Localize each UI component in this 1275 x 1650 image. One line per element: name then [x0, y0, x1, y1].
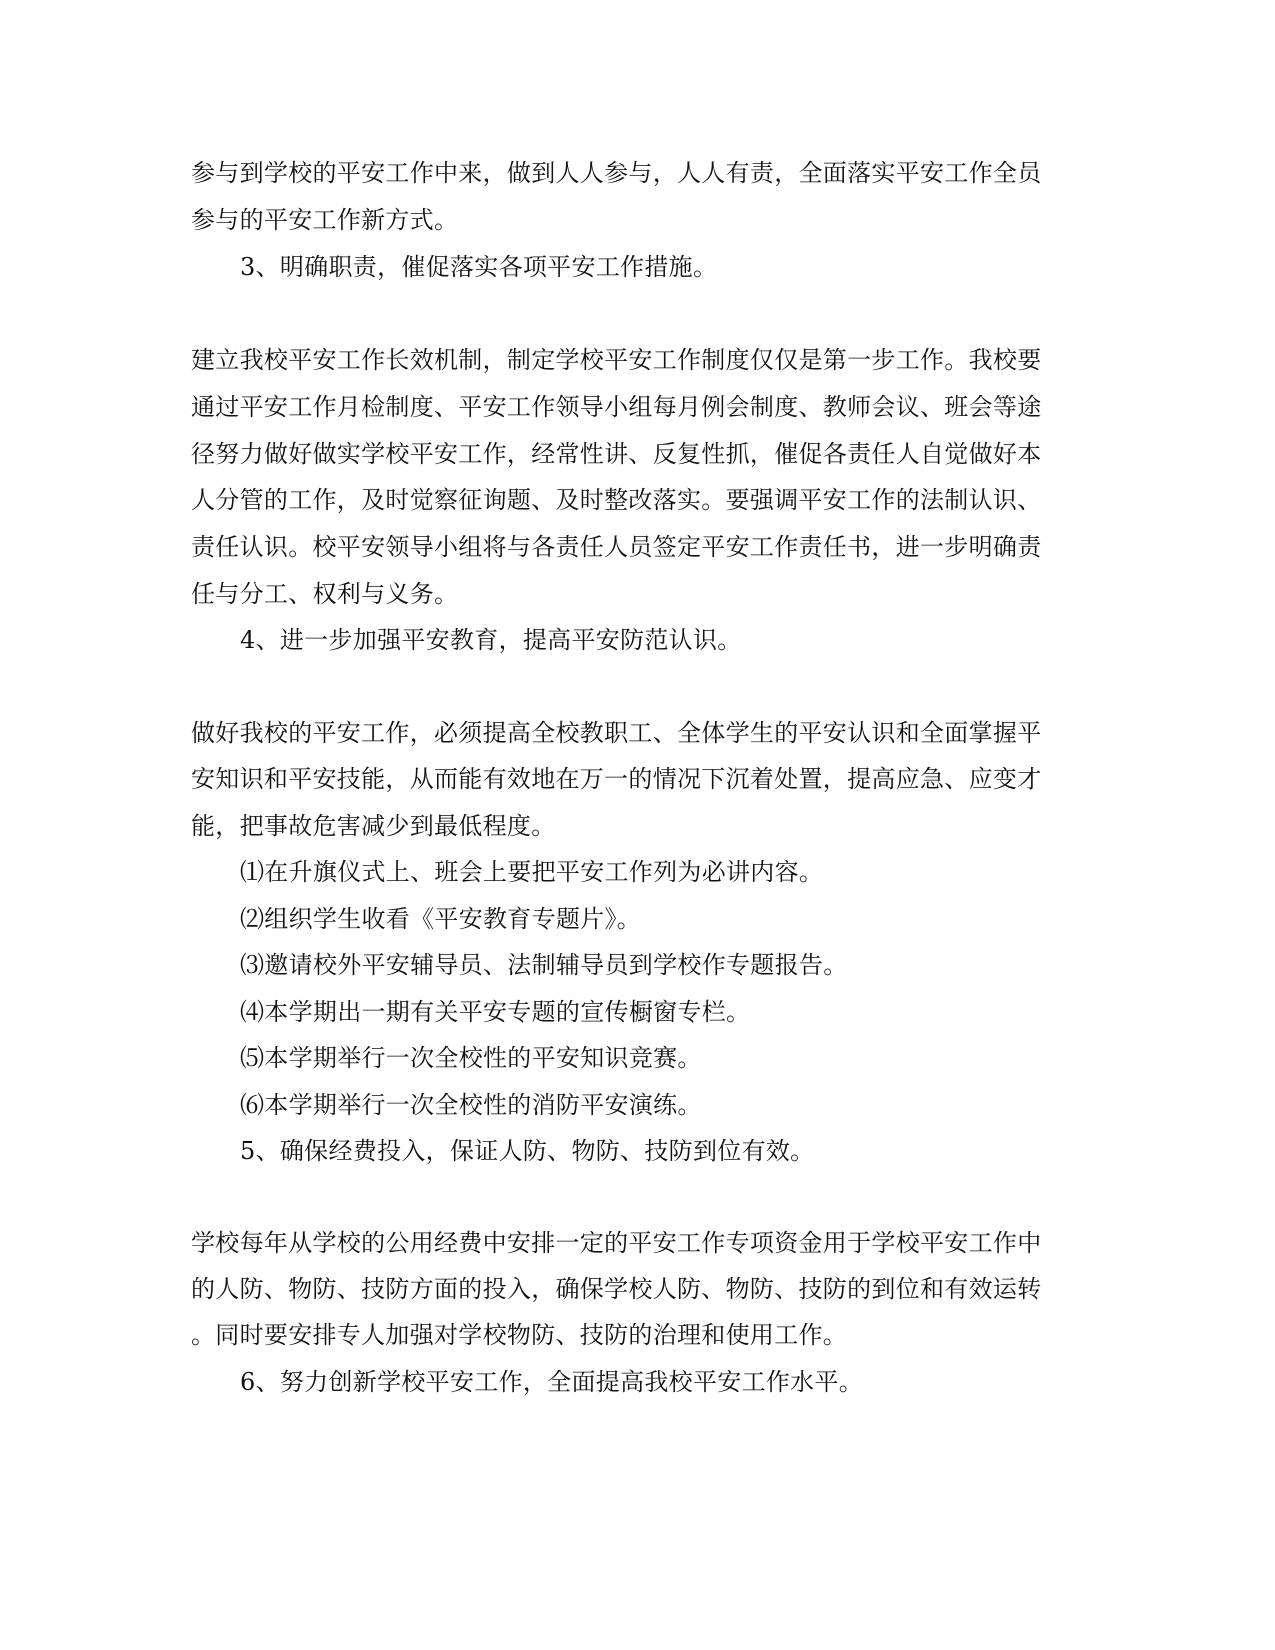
paragraph-line: 参与到学校的平安工作中来，做到人人参与，人人有责，全面落实平安工作全员 [191, 159, 1042, 187]
paragraph-line: 任与分工、权利与义务。 [191, 580, 459, 608]
list-item: ⑵组织学生收看《平安教育专题片》。 [240, 905, 642, 933]
section-heading: 5、确保经费投入，保证人防、物防、技防到位有效。 [240, 1137, 815, 1165]
paragraph-line: 径努力做好做实学校平安工作，经常性讲、反复性抓，催促各责任人自觉做好本 [191, 440, 1042, 468]
list-item: ⑸本学期举行一次全校性的平安知识竞赛。 [240, 1044, 702, 1072]
list-item: ⑹本学期举行一次全校性的消防平安演练。 [240, 1091, 702, 1119]
section-heading: 4、进一步加强平安教育，提高平安防范认识。 [240, 626, 742, 654]
paragraph-line: 能，把事故危害减少到最低程度。 [191, 812, 556, 840]
list-item: ⑴在升旗仪式上、班会上要把平安工作列为必讲内容。 [240, 858, 824, 886]
paragraph-line: 建立我校平安工作长效机制，制定学校平安工作制度仅仅是第一步工作。我校要 [191, 346, 1042, 374]
paragraph-line: 人分管的工作，及时觉察征询题、及时整改落实。要强调平安工作的法制认识、 [191, 486, 1042, 514]
paragraph-line: 做好我校的平安工作，必须提高全校教职工、全体学生的平安认识和全面掌握平 [191, 719, 1042, 747]
section-heading: 6、努力创新学校平安工作，全面提高我校平安工作水平。 [240, 1368, 864, 1396]
paragraph-line: 通过平安工作月检制度、平安工作领导小组每月例会制度、教师会议、班会等途 [191, 393, 1042, 421]
paragraph-line: 责任认识。校平安领导小组将与各责任人员签定平安工作责任书，进一步明确责 [191, 533, 1042, 561]
paragraph-line: 的人防、物防、技防方面的投入，确保学校人防、物防、技防的到位和有效运转 [191, 1275, 1042, 1303]
paragraph-line: 学校每年从学校的公用经费中安排一定的平安工作专项资金用于学校平安工作中 [191, 1229, 1042, 1257]
list-item: ⑶邀请校外平安辅导员、法制辅导员到学校作专题报告。 [240, 951, 848, 979]
paragraph-line: 参与的平安工作新方式。 [191, 206, 459, 234]
paragraph-line: 。同时要安排专人加强对学校物防、技防的治理和使用工作。 [191, 1321, 848, 1349]
paragraph-line: 安知识和平安技能，从而能有效地在万一的情况下沉着处置，提高应急、应变才 [191, 765, 1042, 793]
section-heading: 3、明确职责，催促落实各项平安工作措施。 [240, 253, 718, 281]
list-item: ⑷本学期出一期有关平安专题的宣传橱窗专栏。 [240, 998, 751, 1026]
